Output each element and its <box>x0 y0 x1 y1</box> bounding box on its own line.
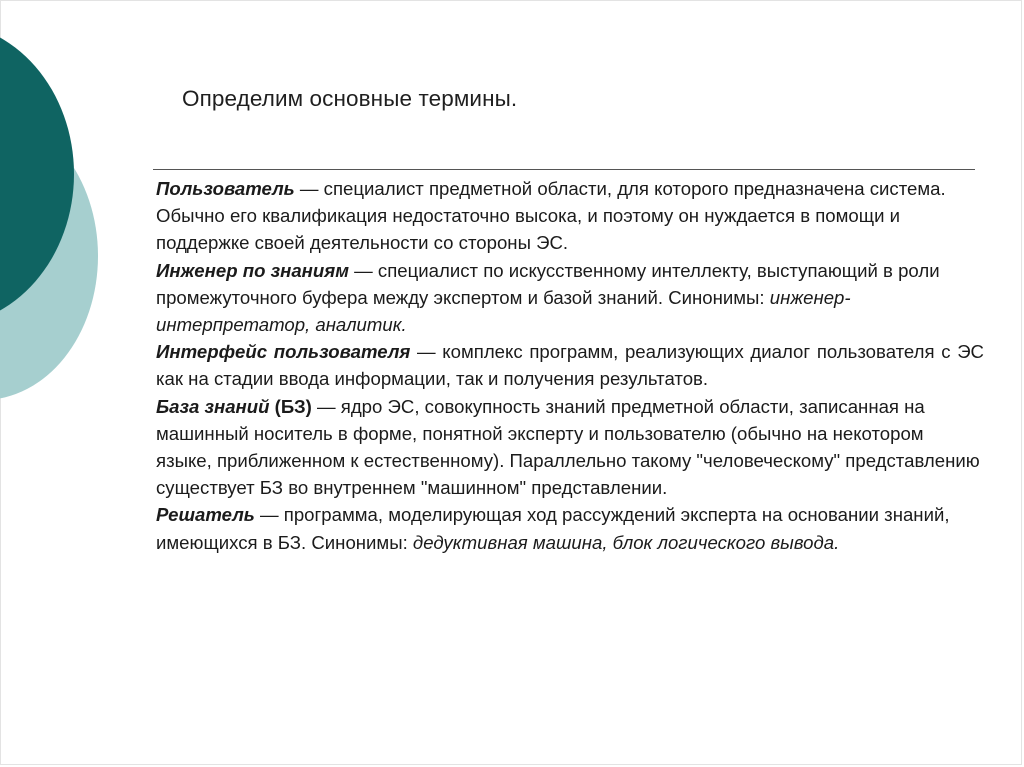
term-user-interface <box>156 338 984 392</box>
term-name: База знаний <box>156 395 270 417</box>
term-definition: — комплекс программ, реализующих диалог пользователя с ЭС как на стадии ввода информации, так и получения результатов. <box>156 341 984 390</box>
terms-list <box>156 175 984 556</box>
term-synonyms: дедуктивная машина, блок логического вывода. <box>412 531 840 553</box>
term-name: Инженер по знаниям <box>156 259 349 281</box>
term-abbr: (БЗ) <box>269 395 312 417</box>
term-definition: — ядро ЭС, совокупность знаний предметной области, записанная на машинный носитель в форме, понятной эксперту и пользователю (обычно на некотором языке, приближенном к естественному). Параллельно такому "человеческому" представлению существует БЗ во внутреннем "машинном" представлении. <box>156 395 980 499</box>
term-user <box>156 175 984 257</box>
term-definition: — программа, моделирующая ход рассуждений эксперта на основании знаний, имеющихся в БЗ. Синонимы: <box>156 504 950 553</box>
term-synonyms: инженер-интерпретатор, аналитик. <box>156 286 851 336</box>
title-divider <box>153 169 975 170</box>
slide-title: Определим основные термины. <box>182 86 518 111</box>
term-name: Пользователь <box>156 178 295 199</box>
term-knowledge-engineer <box>156 257 984 339</box>
term-knowledge-base <box>156 393 984 502</box>
term-definition: — специалист по искусственному интеллекту, выступающий в роли промежуточного буфера между экспертом и базой знаний. Синонимы: <box>156 259 940 308</box>
term-solver <box>156 501 984 555</box>
term-definition: — специалист предметной области, для которого предназначена система. Обычно его квалификация недостаточно высока, и поэтому он нуждается в помощи и поддержке своей деятельности со стороны ЭС. <box>156 178 946 254</box>
term-name: Решатель <box>156 504 255 526</box>
term-name: Интерфейс пользователя <box>156 341 411 363</box>
